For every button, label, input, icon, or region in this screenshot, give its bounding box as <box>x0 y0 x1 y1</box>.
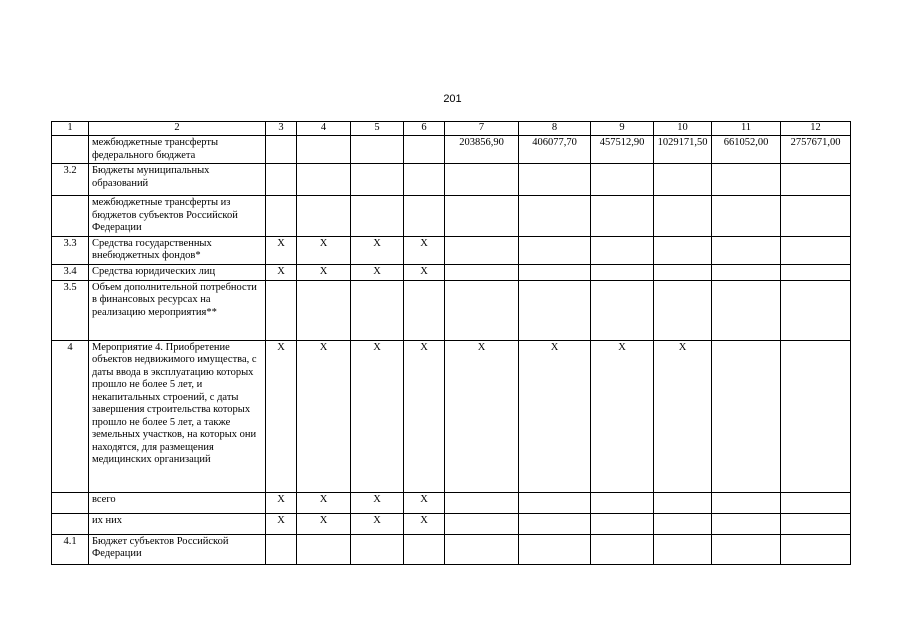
mark-cell: Х <box>297 492 351 513</box>
value-cell <box>712 236 781 264</box>
value-cell: 1029171,50 <box>654 136 712 164</box>
mark-cell <box>351 196 404 237</box>
mark-cell <box>297 534 351 564</box>
value-cell <box>445 236 519 264</box>
value-cell <box>591 164 654 196</box>
value-cell <box>591 513 654 534</box>
value-cell <box>781 340 851 492</box>
value-cell <box>781 534 851 564</box>
mark-cell: Х <box>297 513 351 534</box>
value-cell <box>519 534 591 564</box>
value-cell <box>519 164 591 196</box>
mark-cell: Х <box>297 236 351 264</box>
row-number <box>52 136 89 164</box>
mark-cell <box>297 280 351 340</box>
value-cell <box>781 164 851 196</box>
value-cell <box>445 164 519 196</box>
value-cell <box>712 492 781 513</box>
table-row <box>52 280 851 340</box>
value-cell <box>591 264 654 280</box>
mark-cell <box>404 136 445 164</box>
table-row <box>52 264 851 280</box>
header-cell: 2 <box>89 122 266 136</box>
row-name: Объем дополнительной потребности в финансовых ресурсах на реализацию мероприятия** <box>89 280 266 340</box>
table-row <box>52 196 851 237</box>
mark-cell: Х <box>266 340 297 492</box>
mark-cell <box>404 196 445 237</box>
value-cell <box>712 534 781 564</box>
value-cell: 457512,90 <box>591 136 654 164</box>
table-row <box>52 340 851 492</box>
value-cell <box>654 492 712 513</box>
value-cell: 406077,70 <box>519 136 591 164</box>
value-cell <box>445 280 519 340</box>
value-cell <box>781 264 851 280</box>
table-header-row <box>52 122 851 136</box>
mark-cell <box>404 280 445 340</box>
value-cell <box>654 513 712 534</box>
header-cell: 3 <box>266 122 297 136</box>
value-cell: Х <box>654 340 712 492</box>
value-cell <box>519 264 591 280</box>
mark-cell: Х <box>404 340 445 492</box>
value-cell: Х <box>591 340 654 492</box>
value-cell: 661052,00 <box>712 136 781 164</box>
value-cell <box>712 164 781 196</box>
value-cell <box>519 236 591 264</box>
mark-cell <box>404 534 445 564</box>
row-number: 3.4 <box>52 264 89 280</box>
mark-cell <box>351 136 404 164</box>
value-cell <box>445 492 519 513</box>
mark-cell <box>297 164 351 196</box>
row-name: межбюджетные трансферты федерального бюджета <box>89 136 266 164</box>
row-name: Бюджет субъектов Российской Федерации <box>89 534 266 564</box>
table-row <box>52 534 851 564</box>
mark-cell: Х <box>266 513 297 534</box>
mark-cell <box>351 534 404 564</box>
value-cell <box>591 534 654 564</box>
value-cell <box>654 164 712 196</box>
mark-cell <box>351 164 404 196</box>
row-number: 3.3 <box>52 236 89 264</box>
mark-cell: Х <box>297 264 351 280</box>
mark-cell: Х <box>351 236 404 264</box>
value-cell <box>519 492 591 513</box>
value-cell: 203856,90 <box>445 136 519 164</box>
table-row <box>52 513 851 534</box>
mark-cell: Х <box>266 236 297 264</box>
header-cell: 6 <box>404 122 445 136</box>
value-cell: Х <box>519 340 591 492</box>
value-cell <box>781 492 851 513</box>
value-cell <box>591 492 654 513</box>
header-cell: 8 <box>519 122 591 136</box>
row-number: 4.1 <box>52 534 89 564</box>
mark-cell: Х <box>404 492 445 513</box>
row-number <box>52 513 89 534</box>
mark-cell <box>266 534 297 564</box>
budget-table <box>51 121 851 565</box>
value-cell <box>712 340 781 492</box>
value-cell <box>712 196 781 237</box>
row-number <box>52 196 89 237</box>
value-cell <box>654 264 712 280</box>
mark-cell: Х <box>266 264 297 280</box>
value-cell <box>445 534 519 564</box>
value-cell <box>519 513 591 534</box>
value-cell <box>781 196 851 237</box>
table-row <box>52 164 851 196</box>
mark-cell: Х <box>351 340 404 492</box>
value-cell <box>519 280 591 340</box>
row-name: всего <box>89 492 266 513</box>
mark-cell <box>297 196 351 237</box>
mark-cell <box>351 280 404 340</box>
header-cell: 4 <box>297 122 351 136</box>
value-cell <box>712 264 781 280</box>
row-name: Средства государственных внебюджетных фондов* <box>89 236 266 264</box>
value-cell <box>712 513 781 534</box>
mark-cell <box>266 280 297 340</box>
row-number: 3.5 <box>52 280 89 340</box>
value-cell <box>445 196 519 237</box>
mark-cell: Х <box>351 513 404 534</box>
row-name: их них <box>89 513 266 534</box>
table-row <box>52 136 851 164</box>
mark-cell: Х <box>266 492 297 513</box>
header-cell: 10 <box>654 122 712 136</box>
mark-cell <box>266 136 297 164</box>
row-name: межбюджетные трансферты из бюджетов субъектов Российской Федерации <box>89 196 266 237</box>
value-cell <box>712 280 781 340</box>
mark-cell <box>266 164 297 196</box>
mark-cell: Х <box>351 492 404 513</box>
mark-cell: Х <box>404 264 445 280</box>
row-name: Бюджеты муниципальных образований <box>89 164 266 196</box>
row-number: 4 <box>52 340 89 492</box>
mark-cell <box>404 164 445 196</box>
value-cell <box>781 513 851 534</box>
value-cell <box>445 513 519 534</box>
mark-cell <box>266 196 297 237</box>
header-cell: 9 <box>591 122 654 136</box>
table-row <box>52 492 851 513</box>
value-cell <box>654 534 712 564</box>
value-cell <box>654 280 712 340</box>
value-cell: 2757671,00 <box>781 136 851 164</box>
value-cell <box>519 196 591 237</box>
row-number: 3.2 <box>52 164 89 196</box>
value-cell <box>591 236 654 264</box>
table-row <box>52 236 851 264</box>
value-cell <box>445 264 519 280</box>
header-cell: 12 <box>781 122 851 136</box>
value-cell: Х <box>445 340 519 492</box>
mark-cell: Х <box>404 513 445 534</box>
value-cell <box>654 196 712 237</box>
header-cell: 11 <box>712 122 781 136</box>
mark-cell <box>297 136 351 164</box>
value-cell <box>781 280 851 340</box>
row-name: Мероприятие 4. Приобретение объектов недвижимого имущества, с даты ввода в эксплуатацию которых прошло не более 5 лет, и некапитальных строений, с даты завершения строительства которых прошло не более 5 лет, а также земельных участков, на которых они находятся, для размещения медицинских организаций <box>89 340 266 492</box>
value-cell <box>591 280 654 340</box>
mark-cell: Х <box>297 340 351 492</box>
header-cell: 5 <box>351 122 404 136</box>
value-cell <box>654 236 712 264</box>
value-cell <box>591 196 654 237</box>
mark-cell: Х <box>351 264 404 280</box>
page-number: 201 <box>443 93 462 105</box>
mark-cell: Х <box>404 236 445 264</box>
value-cell <box>781 236 851 264</box>
header-cell: 7 <box>445 122 519 136</box>
header-cell: 1 <box>52 122 89 136</box>
row-number <box>52 492 89 513</box>
row-name: Средства юридических лиц <box>89 264 266 280</box>
